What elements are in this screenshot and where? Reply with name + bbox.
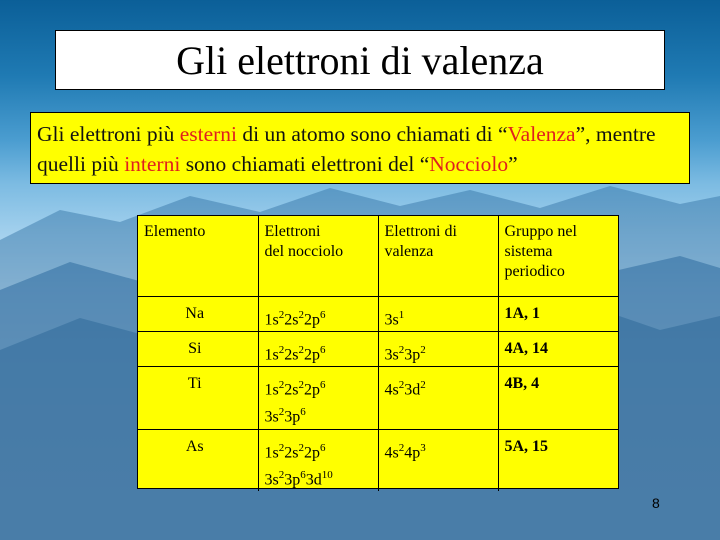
electron-configuration bbox=[265, 437, 372, 464]
header-gruppo: Gruppo nel sistema periodico bbox=[498, 216, 618, 296]
orbital-label: 3d bbox=[305, 471, 322, 489]
cell-nocciolo bbox=[258, 429, 378, 491]
intro-part-4: sono chiamati elettroni del “ bbox=[180, 152, 430, 176]
orbital-label: 1s bbox=[264, 444, 279, 462]
orbital-label: 1s bbox=[264, 346, 279, 364]
orbital-electron-count: 2 bbox=[298, 379, 304, 392]
orbital-electron-count: 6 bbox=[319, 343, 326, 356]
orbital-label: 3p bbox=[284, 408, 301, 426]
orbital-label: 2s bbox=[284, 346, 299, 364]
table-row bbox=[138, 331, 618, 366]
orbital-label: 2p bbox=[303, 346, 320, 364]
electron-table-grid bbox=[138, 216, 618, 491]
orbital-label: 3s bbox=[264, 471, 279, 489]
intro-part-5: ” bbox=[508, 152, 518, 176]
page-number: 8 bbox=[652, 495, 660, 511]
electron-configuration bbox=[265, 339, 372, 366]
orbital-electron-count: 2 bbox=[278, 308, 285, 321]
electron-configuration bbox=[265, 304, 372, 331]
cell-valenza bbox=[378, 429, 498, 491]
orbital-electron-count: 2 bbox=[298, 343, 304, 356]
cell-valenza bbox=[378, 367, 498, 430]
table-row bbox=[138, 367, 618, 430]
intro-text-box bbox=[30, 112, 690, 184]
electron-configuration bbox=[265, 374, 372, 401]
orbital-label: 2p bbox=[303, 444, 320, 462]
electron-configuration bbox=[385, 304, 492, 331]
orbital-electron-count: 10 bbox=[321, 469, 333, 482]
orbital-electron-count: 1 bbox=[398, 308, 405, 321]
electron-table bbox=[137, 215, 619, 489]
cell-elemento: Na bbox=[138, 296, 258, 331]
table-row bbox=[138, 429, 618, 491]
cell-elemento: Ti bbox=[138, 367, 258, 430]
orbital-label: 3d bbox=[404, 381, 421, 399]
orbital-label: 3s bbox=[384, 346, 399, 364]
intro-esterni: esterni bbox=[179, 122, 238, 146]
electron-configuration bbox=[385, 339, 492, 366]
orbital-label: 2s bbox=[284, 444, 299, 462]
orbital-electron-count: 2 bbox=[278, 406, 285, 419]
slide-title-text: Gli elettroni di valenza bbox=[176, 37, 544, 83]
intro-part-3: ”, mentre quelli più bbox=[37, 122, 656, 176]
intro-valenza: Valenza bbox=[507, 122, 576, 146]
header-elemento: Elemento bbox=[144, 223, 206, 240]
orbital-electron-count: 2 bbox=[278, 343, 285, 356]
orbital-electron-count: 2 bbox=[398, 441, 405, 454]
intro-part-1: Gli elettroni più bbox=[37, 122, 180, 146]
intro-part-2: di un atomo sono chiamati di “ bbox=[237, 122, 508, 146]
orbital-electron-count: 2 bbox=[278, 469, 285, 482]
orbital-label: 3s bbox=[384, 310, 399, 328]
orbital-label: 3p bbox=[404, 346, 421, 364]
cell-gruppo: 1A, 1 bbox=[498, 296, 618, 331]
orbital-label: 2p bbox=[303, 310, 320, 328]
cell-elemento: Si bbox=[138, 331, 258, 366]
orbital-label: 1s bbox=[264, 381, 279, 399]
orbital-electron-count: 2 bbox=[420, 343, 426, 356]
orbital-label: 3s bbox=[264, 408, 279, 426]
table-header-row bbox=[138, 216, 618, 296]
slide-title bbox=[55, 30, 665, 90]
electron-configuration bbox=[385, 374, 492, 401]
orbital-electron-count: 2 bbox=[398, 343, 405, 356]
orbital-electron-count: 6 bbox=[319, 441, 326, 454]
electron-configuration bbox=[385, 437, 492, 464]
orbital-electron-count: 2 bbox=[298, 308, 304, 321]
orbital-label: 4s bbox=[384, 381, 399, 399]
table-row bbox=[138, 296, 618, 331]
orbital-electron-count: 3 bbox=[420, 441, 426, 454]
cell-gruppo: 4B, 4 bbox=[498, 367, 618, 430]
orbital-label: 2p bbox=[303, 381, 320, 399]
cell-nocciolo bbox=[258, 296, 378, 331]
orbital-electron-count: 6 bbox=[319, 308, 326, 321]
orbital-label: 4p bbox=[404, 444, 421, 462]
cell-gruppo: 4A, 14 bbox=[498, 331, 618, 366]
intro-interni: interni bbox=[124, 152, 181, 176]
header-nocciolo: Elettroni del nocciolo bbox=[258, 216, 378, 296]
cell-gruppo: 5A, 15 bbox=[498, 429, 618, 491]
orbital-label: 1s bbox=[264, 310, 279, 328]
cell-nocciolo bbox=[258, 331, 378, 366]
cell-elemento: As bbox=[138, 429, 258, 491]
orbital-electron-count: 2 bbox=[278, 441, 285, 454]
cell-valenza bbox=[378, 331, 498, 366]
electron-configuration bbox=[265, 401, 372, 428]
orbital-label: 2s bbox=[284, 310, 299, 328]
orbital-electron-count: 2 bbox=[398, 379, 405, 392]
orbital-label: 4s bbox=[384, 444, 399, 462]
orbital-electron-count: 2 bbox=[298, 441, 304, 454]
orbital-electron-count: 6 bbox=[319, 379, 326, 392]
header-valenza: Elettroni di valenza bbox=[378, 216, 498, 296]
cell-valenza bbox=[378, 296, 498, 331]
orbital-label: 3p bbox=[284, 471, 301, 489]
orbital-electron-count: 2 bbox=[278, 379, 285, 392]
orbital-label: 2s bbox=[284, 381, 299, 399]
orbital-electron-count: 6 bbox=[300, 406, 306, 419]
intro-nocciolo: Nocciolo bbox=[429, 152, 509, 176]
cell-nocciolo bbox=[258, 367, 378, 430]
electron-configuration bbox=[265, 464, 372, 491]
orbital-electron-count: 6 bbox=[300, 469, 306, 482]
orbital-electron-count: 2 bbox=[420, 379, 426, 392]
